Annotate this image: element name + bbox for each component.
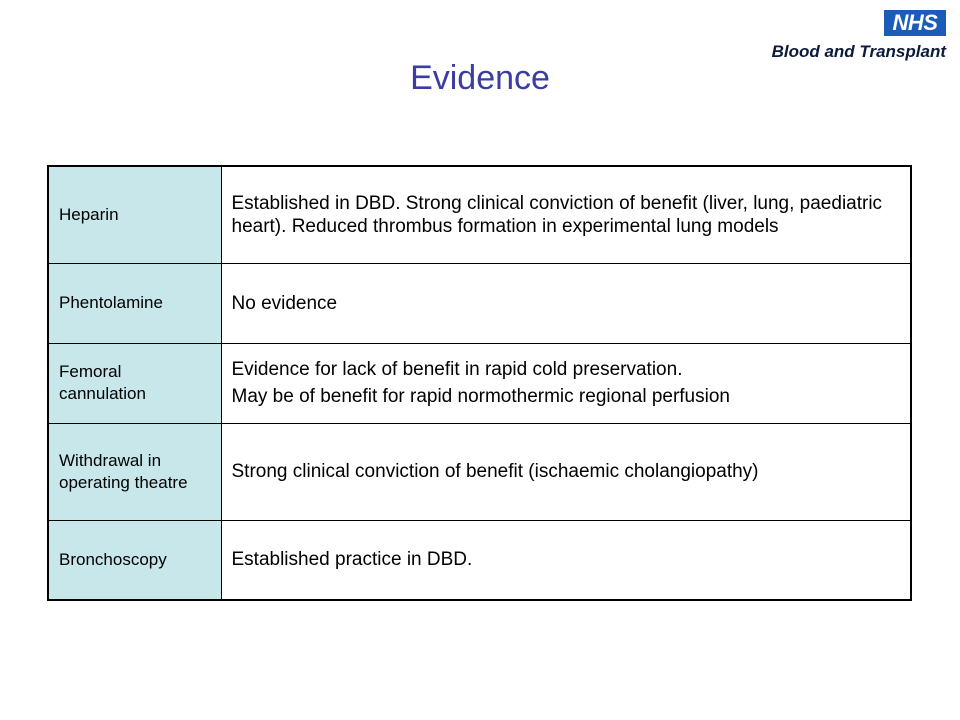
row-description [221,166,911,263]
row-description [221,343,911,423]
table-row [48,520,911,600]
row-description [221,423,911,520]
description-line: May be of benefit for rapid normothermic regional perfusion [231,386,730,407]
table-row [48,166,911,263]
description-line: Evidence for lack of benefit in rapid cold preservation. [231,359,683,380]
row-description [221,263,911,343]
row-label-bronchoscopy: Bronchoscopy [48,520,221,600]
description-line: Established practice in DBD. [231,549,473,571]
logo-org-name: Blood and Transplant [771,42,946,61]
nhs-badge: NHS [884,10,946,36]
evidence-table [47,165,912,601]
table-row [48,343,911,423]
row-label-heparin: Heparin [48,166,221,263]
row-label-withdrawal: Withdrawal in operating theatre [48,423,221,520]
table-row [48,263,911,343]
row-label-femoral-cannulation: Femoral cannulation [48,343,221,423]
description-line: No evidence [231,292,338,314]
description-line: Strong clinical conviction of benefit (ischaemic cholangiopathy) [231,461,759,482]
row-label-phentolamine: Phentolamine [48,263,221,343]
description-line: Established in DBD. Strong clinical conviction of benefit (liver, lung, paediatric heart). Reduced thrombus formation in experimental lung models [231,192,883,237]
slide-title: Evidence [410,59,550,97]
row-description [221,520,911,600]
table-row [48,423,911,520]
